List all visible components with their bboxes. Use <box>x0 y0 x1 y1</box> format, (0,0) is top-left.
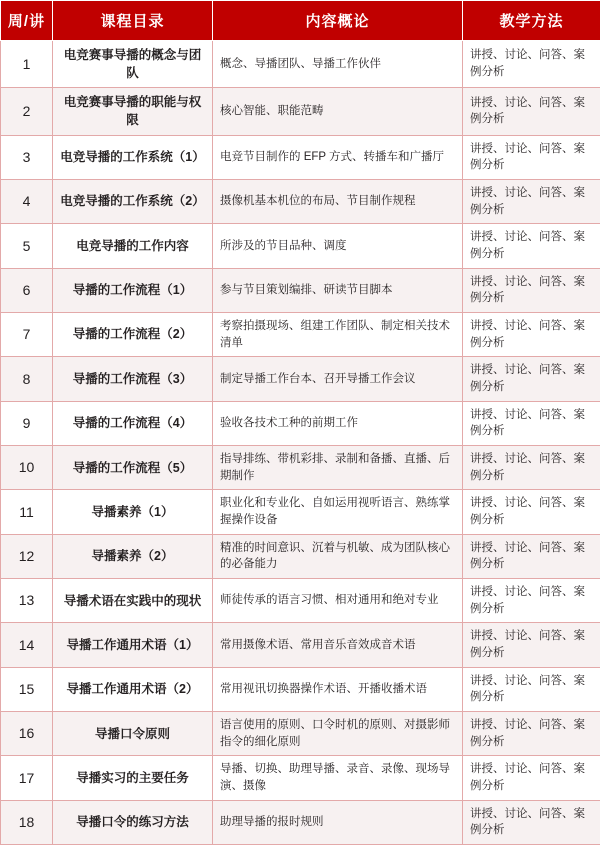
week-cell: 11 <box>1 490 53 534</box>
topic-cell: 导播工作通用术语（2） <box>53 667 213 711</box>
table-row <box>1 490 600 534</box>
topic-cell: 导播素养（1） <box>53 490 213 534</box>
week-cell: 3 <box>1 135 53 179</box>
outline-cell: 助理导播的报时规则 <box>213 800 463 844</box>
outline-cell: 验收各技术工种的前期工作 <box>213 401 463 445</box>
outline-cell: 摄像机基本机位的布局、节目制作规程 <box>213 179 463 223</box>
week-cell: 1 <box>1 41 53 88</box>
week-cell: 16 <box>1 711 53 755</box>
method-cell: 讲授、讨论、问答、案例分析 <box>463 401 600 445</box>
outline-cell: 职业化和专业化、自如运用视听语言、熟练掌握操作设备 <box>213 490 463 534</box>
table-row <box>1 268 600 312</box>
method-cell: 讲授、讨论、问答、案例分析 <box>463 534 600 578</box>
column-header-content-overview: 内容概论 <box>213 1 463 41</box>
method-cell: 讲授、讨论、问答、案例分析 <box>463 711 600 755</box>
table-row <box>1 800 600 844</box>
topic-cell: 导播的工作流程（1） <box>53 268 213 312</box>
table-row <box>1 445 600 489</box>
week-cell: 7 <box>1 312 53 356</box>
week-cell: 13 <box>1 578 53 622</box>
table-header-row <box>1 1 600 41</box>
table-row <box>1 711 600 755</box>
method-cell: 讲授、讨论、问答、案例分析 <box>463 224 600 268</box>
week-cell: 4 <box>1 179 53 223</box>
table-row <box>1 534 600 578</box>
outline-cell: 电竞节目制作的 EFP 方式、转播车和广播厅 <box>213 135 463 179</box>
method-cell: 讲授、讨论、问答、案例分析 <box>463 756 600 800</box>
topic-cell: 电竞导播的工作内容 <box>53 224 213 268</box>
table-row <box>1 312 600 356</box>
week-cell: 8 <box>1 357 53 401</box>
topic-cell: 电竞赛事导播的职能与权限 <box>53 88 213 135</box>
outline-cell: 常用视讯切换器操作术语、开播收播术语 <box>213 667 463 711</box>
method-cell: 讲授、讨论、问答、案例分析 <box>463 800 600 844</box>
week-cell: 6 <box>1 268 53 312</box>
outline-cell: 制定导播工作台本、召开导播工作会议 <box>213 357 463 401</box>
method-cell: 讲授、讨论、问答、案例分析 <box>463 88 600 135</box>
week-cell: 18 <box>1 800 53 844</box>
table-row <box>1 179 600 223</box>
topic-cell: 导播实习的主要任务 <box>53 756 213 800</box>
table-row <box>1 135 600 179</box>
table-row <box>1 224 600 268</box>
method-cell: 讲授、讨论、问答、案例分析 <box>463 135 600 179</box>
table-header <box>1 1 600 41</box>
topic-cell: 导播素养（2） <box>53 534 213 578</box>
table-row <box>1 756 600 800</box>
outline-cell: 所涉及的节目品种、调度 <box>213 224 463 268</box>
outline-cell: 导播、切换、助理导播、录音、录像、现场导演、摄像 <box>213 756 463 800</box>
method-cell: 讲授、讨论、问答、案例分析 <box>463 623 600 667</box>
column-header-week: 周/讲 <box>1 1 53 41</box>
week-cell: 10 <box>1 445 53 489</box>
outline-cell: 精准的时间意识、沉着与机敏、成为团队核心的必备能力 <box>213 534 463 578</box>
topic-cell: 导播术语在实践中的现状 <box>53 578 213 622</box>
outline-cell: 核心智能、职能范畴 <box>213 88 463 135</box>
week-cell: 14 <box>1 623 53 667</box>
outline-cell: 指导排练、带机彩排、录制和备播、直播、后期制作 <box>213 445 463 489</box>
table-row <box>1 667 600 711</box>
outline-cell: 师徒传承的语言习惯、相对通用和绝对专业 <box>213 578 463 622</box>
topic-cell: 电竞导播的工作系统（2） <box>53 179 213 223</box>
topic-cell: 导播的工作流程（4） <box>53 401 213 445</box>
method-cell: 讲授、讨论、问答、案例分析 <box>463 312 600 356</box>
topic-cell: 导播口令原则 <box>53 711 213 755</box>
method-cell: 讲授、讨论、问答、案例分析 <box>463 490 600 534</box>
outline-cell: 概念、导播团队、导播工作伙伴 <box>213 41 463 88</box>
outline-cell: 常用摄像术语、常用音乐音效成音术语 <box>213 623 463 667</box>
week-cell: 12 <box>1 534 53 578</box>
method-cell: 讲授、讨论、问答、案例分析 <box>463 268 600 312</box>
topic-cell: 导播的工作流程（5） <box>53 445 213 489</box>
week-cell: 15 <box>1 667 53 711</box>
method-cell: 讲授、讨论、问答、案例分析 <box>463 578 600 622</box>
topic-cell: 导播工作通用术语（1） <box>53 623 213 667</box>
table-row <box>1 88 600 135</box>
topic-cell: 导播口令的练习方法 <box>53 800 213 844</box>
method-cell: 讲授、讨论、问答、案例分析 <box>463 357 600 401</box>
column-header-teaching-method: 教学方法 <box>463 1 600 41</box>
table-row <box>1 401 600 445</box>
topic-cell: 导播的工作流程（3） <box>53 357 213 401</box>
method-cell: 讲授、讨论、问答、案例分析 <box>463 41 600 88</box>
week-cell: 17 <box>1 756 53 800</box>
week-cell: 9 <box>1 401 53 445</box>
method-cell: 讲授、讨论、问答、案例分析 <box>463 667 600 711</box>
table-row <box>1 623 600 667</box>
table-row <box>1 357 600 401</box>
method-cell: 讲授、讨论、问答、案例分析 <box>463 445 600 489</box>
outline-cell: 语言使用的原则、口令时机的原则、对摄影师指令的细化原则 <box>213 711 463 755</box>
topic-cell: 电竞赛事导播的概念与团队 <box>53 41 213 88</box>
table-row <box>1 578 600 622</box>
outline-cell: 考察拍摄现场、组建工作团队、制定相关技术清单 <box>213 312 463 356</box>
topic-cell: 电竞导播的工作系统（1） <box>53 135 213 179</box>
table-row <box>1 41 600 88</box>
topic-cell: 导播的工作流程（2） <box>53 312 213 356</box>
column-header-course-catalog: 课程目录 <box>53 1 213 41</box>
week-cell: 5 <box>1 224 53 268</box>
outline-cell: 参与节目策划编排、研读节目脚本 <box>213 268 463 312</box>
method-cell: 讲授、讨论、问答、案例分析 <box>463 179 600 223</box>
table-body <box>1 41 600 845</box>
week-cell: 2 <box>1 88 53 135</box>
